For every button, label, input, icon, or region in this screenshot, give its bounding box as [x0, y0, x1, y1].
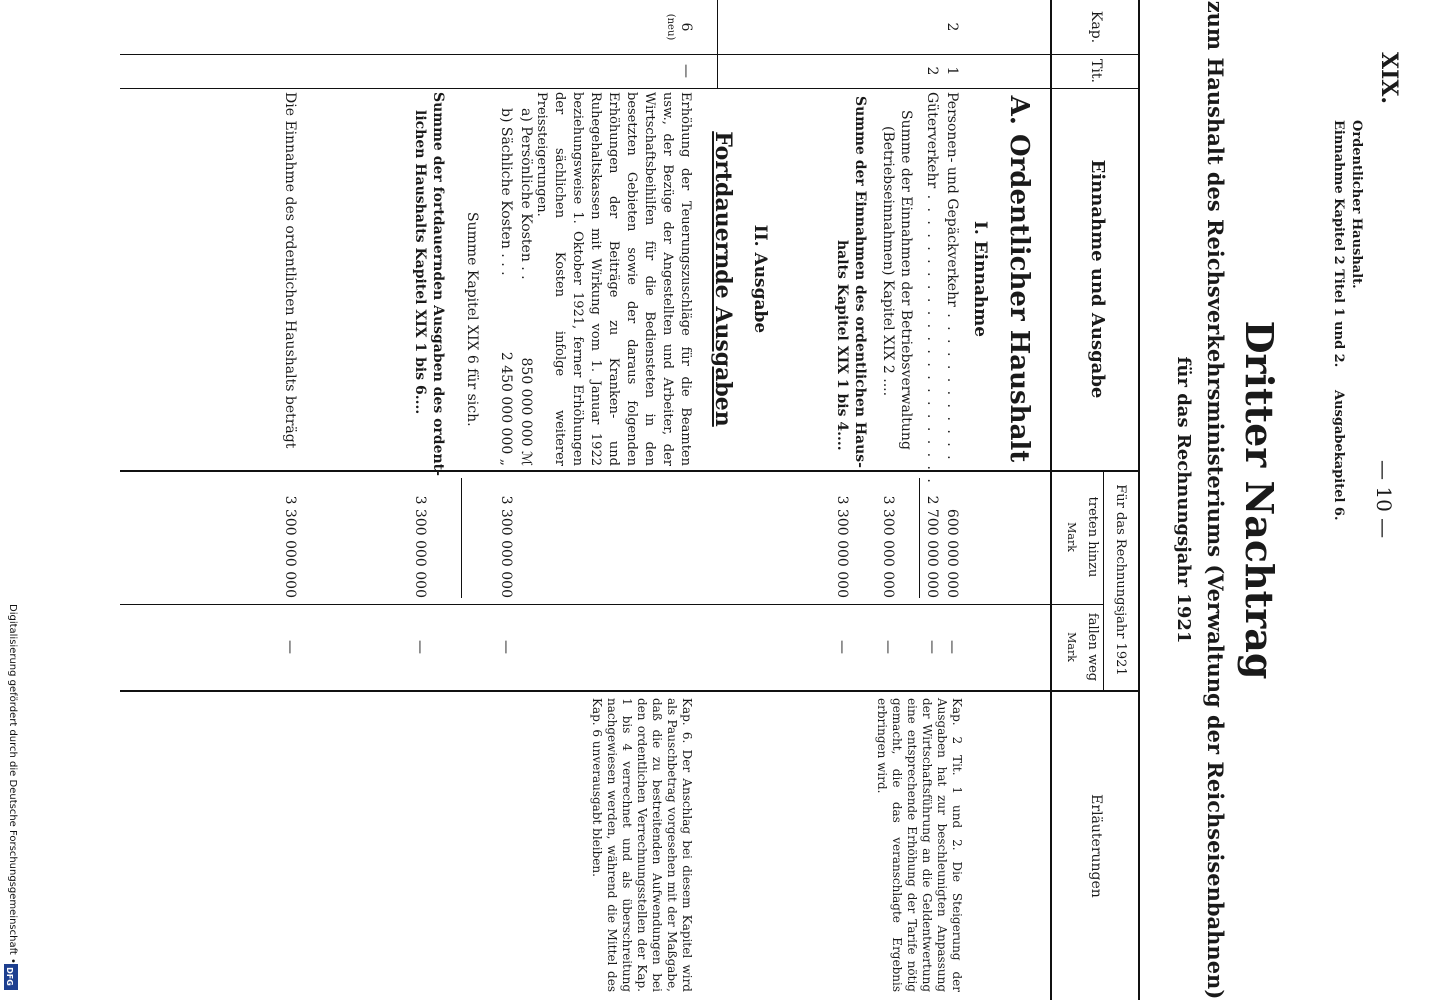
saech-kosten-value: 2 450 000 000 „ [498, 351, 514, 466]
roman-numeral: XIX. [1376, 52, 1402, 105]
kap6-total-value: 3 300 000 000 [498, 495, 514, 598]
col-rule-kap [120, 54, 1140, 55]
cell-kap-6: 6 [678, 22, 694, 32]
title-year: für das Rechnungsjahr 1921 [1173, 356, 1194, 644]
summe-fortd-value: 3 300 000 000 [412, 495, 428, 598]
summe-betrieb-line2: (Betriebseinnahmen) Kapitel XIX 2 .... [880, 126, 896, 397]
row-gueter-dash: — [924, 640, 940, 654]
header-mark-2: Mark [1065, 632, 1078, 662]
dfg-logo [4, 964, 18, 990]
sum-rule-2 [461, 478, 462, 598]
note-kap2: Kap. 2 Tit. 1 und 2. Die Steigerung der Ausgaben hat zur beschleunigten Anpassung der Wirtschaftsführung an die Geldentwertung eine entsprechende Erhöhung der Tarife nötig gemacht, die das veranschlagte Ergebnis erbringen wird. [875, 698, 964, 992]
summe-ord-dash: — [834, 640, 850, 654]
summe-fortd-dash: — [412, 640, 428, 654]
cell-tit-2: 2 [924, 66, 940, 76]
summe-betrieb-line1: Summe der Einnahmen der Betriebsverwaltung [898, 110, 914, 450]
header-tit: Tit. [1088, 59, 1104, 83]
row-personen-label [944, 92, 960, 462]
cell-kap-2: 2 [944, 22, 960, 32]
header-bottom-rule [1050, 0, 1052, 1000]
amount-subheader-rule [1103, 470, 1104, 690]
section-ii-ausgabe: II. Ausgabe [750, 224, 770, 334]
row-personen-text: Personen- und Gepäckverkehr [944, 92, 960, 307]
dfg-logo-text: DFG [4, 967, 14, 986]
cell-tit-1: 1 [944, 66, 960, 76]
summe-ord-line1: Summe der Einnahmen des ordentlichen Haus- [852, 96, 868, 468]
digitization-footer [2, 0, 20, 1000]
running-head-right: Ausgabekapitel 6. [1331, 390, 1346, 521]
header-erlaeuterungen: Erläuterungen [1088, 794, 1104, 898]
summe-ord-line2: halts Kapitel XIX 1 bis 4.... [834, 240, 850, 451]
leader-dots: . . . . . . . . . . . . [944, 306, 960, 462]
row-personen-dash: — [944, 640, 960, 654]
pers-kosten-value: 850 000 000 ℳ [518, 357, 534, 466]
summe-fortd-line1: Summe der fortdauernden Ausgaben des ordent- [430, 92, 446, 476]
header-einnahme-ausgabe: Einnahme und Ausgabe [1087, 159, 1108, 399]
note-kap6: Kap. 6. Der Anschlag bei diesem Kapitel wird als Pauschbetrag vorgesehen mit der Maßgabe, daß die zu bestreitenden Aufwendungen bei den ordentlichen Verrechnungsstellen der Kap. 1 bis 4 verrechnet und als überschreitung nachgewiesen werden, während die Mittel des Kap. 6 unverausgabt bleiben. [590, 698, 694, 992]
section-i-einnahme: I. Einnahme [970, 220, 990, 338]
header-kap: Kap. [1088, 10, 1104, 44]
saech-kosten-label: b) Sächliche Kosten . . . [498, 108, 514, 276]
table-top-rule [1138, 0, 1140, 1000]
sum-rule-1 [919, 478, 920, 598]
einnahme-betraegt-label: Die Einnahme des ordentlichen Haushalts beträgt [282, 92, 298, 449]
page-number: — 10 — [1372, 460, 1396, 539]
summe-fortd-line2: lichen Haushalts Kapitel XIX 1 bis 6.... [412, 110, 428, 415]
summe-ord-value: 3 300 000 000 [834, 495, 850, 598]
row-gueter-value: 2 700 000 000 [924, 495, 940, 598]
row-gueter-label [924, 92, 940, 485]
footer-text: Digitalisierung gefördert durch die Deutsche Forschungsgemeinschaft • [7, 604, 18, 964]
section-rule-left [717, 0, 718, 88]
header-treten-hinzu: treten hinzu [1085, 496, 1100, 578]
header-mark-1: Mark [1065, 522, 1078, 552]
section-a-title: A. Ordentlicher Haushalt [1004, 95, 1034, 463]
section-fortdauernde: Fortdauernde Ausgaben [710, 131, 736, 427]
pers-kosten-label: a) Persönliche Kosten . . [518, 108, 534, 280]
running-head-left-2: Einnahme Kapitel 2 Titel 1 und 2. [1331, 120, 1346, 368]
row-gueter-text: Güterverkehr [924, 92, 940, 189]
leader-dots: . . . . . . . . . . . . . . . . . . . . . . . [924, 188, 940, 485]
summe-betrieb-value: 3 300 000 000 [880, 495, 896, 598]
summe-kap6: Summe Kapitel XIX 6 für sich. [464, 212, 480, 427]
kap6-total-dash: — [498, 640, 514, 654]
col-rule-text [120, 470, 1140, 472]
col-rule-notes [120, 690, 1140, 692]
title-dritter-nachtrag: Dritter Nachtrag [1237, 320, 1282, 680]
cell-kap-6-neu: (neu) [665, 13, 676, 41]
header-rechnungsjahr: Für das Rechnungsjahr 1921 [1113, 484, 1128, 676]
row-personen-value: 600 000 000 [944, 508, 960, 598]
running-head-left-1: Ordentlicher Haushalt. [1349, 120, 1364, 289]
title-subline: zum Haushalt des Reichsverkehrsministeriums (Verwaltung der Reichseisenbahnen) [1203, 0, 1228, 1000]
einnahme-betraegt-dash: — [282, 640, 298, 654]
summe-betrieb-dash: — [880, 640, 896, 654]
header-fallen-weg: fallen weg [1085, 612, 1100, 682]
cell-tit-6: — [678, 64, 694, 78]
erhoehung-text: Erhöhung der Teuerungszuschläge für die Beamten usw., der Bezüge der Angestellten und Arbeiter, der Wirtschaftsbeihilfen für die Bediensteten in den besetzten Gebieten sowie der daraus folgenden Erhöhungen der Beiträge zu Kranken- und Ruhegehaltskassen mit Wirkung vom 1. Januar 1922 beziehungsweise 1. Oktober 1921, ferner Erhöhungen der sächlichen Kosten infolge weiterer Preissteigerungen. [534, 92, 693, 466]
einnahme-betraegt-value: 3 300 000 000 [282, 495, 298, 598]
